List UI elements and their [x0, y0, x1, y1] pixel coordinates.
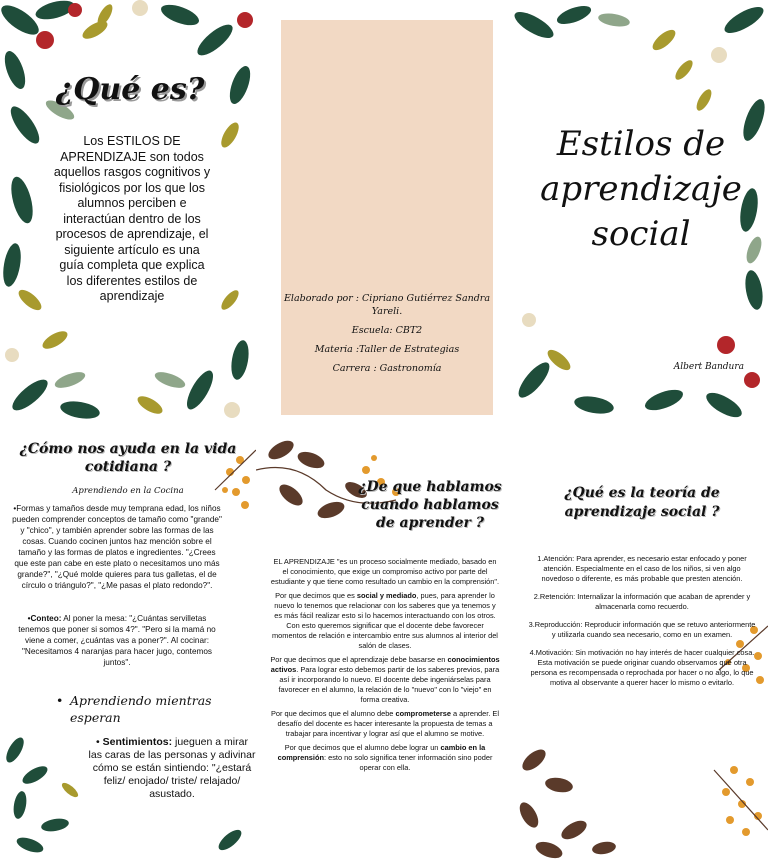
- subject-label: Materia :Taller de Estrategias: [314, 344, 460, 355]
- author-label: Elaborado por : Cipriano Gutiérrez Sandra Yareli.: [283, 293, 491, 317]
- cover-title-line3: social: [591, 214, 691, 254]
- panel-teoria: [514, 430, 768, 866]
- school-label: Escuela: CBT2: [351, 325, 423, 336]
- hablamos-title: ¿De que hablamos cuando hablamos de aprender ?: [358, 479, 502, 531]
- comprometerse-text: a aprender. El desafío del docente es hacer interesante la propuesta de temas a trabajar para incentivar y lograr así que el alumno se motive.: [277, 709, 500, 738]
- sentimientos-label: Sentimientos:: [102, 736, 173, 748]
- comprometerse-intro: Por que decimos que el alumno debe: [270, 709, 396, 718]
- vida-cotidiana-subtitle: Aprendiendo en la Cocina: [72, 486, 184, 496]
- conteo-text: Al poner la mesa: "¿Cuántas servilletas tenemos que poner si somos 4?". "Pero si la mamá no viene a comer, ¿cuántas vas a poner?". Al cocinar: "Necesitamos 4 naranjas para hacer jugo, contemos juntos".: [18, 614, 216, 667]
- sentimientos-text: jueguen a mirar las caras de las personas y adivinar cómo se están sintiendo: "¿estará feliz/ enojado/ triste/ relajado/ asustado.: [88, 736, 256, 800]
- panel-credits: [256, 0, 514, 430]
- comprometerse-paragraph: [270, 709, 500, 739]
- social-mediado-paragraph: [270, 591, 500, 651]
- conteo-label: •Conteo:: [27, 614, 62, 623]
- cover-title: [514, 122, 768, 257]
- panel-cover: [514, 0, 768, 430]
- sentimientos-paragraph: [88, 736, 256, 801]
- teoria-item-atencion: 1.Atención: Para aprender, es necesario estar enfocado y poner atención. Especialmente en el caso de los niños, si ven algo novedoso o diferente, es más probable que presten atención.: [537, 554, 747, 583]
- cover-title-line2: aprendizaje: [540, 169, 742, 209]
- teoria-item-retencion: 2.Retención: Internalizar la información que acaban de aprender y almacenarla como recuerdo.: [533, 592, 751, 611]
- teoria-item-motivacion: 4.Motivación: Sin motivación no hay interés de hacer cualquier cosa. Esta motivación se puede originar cuando observamos que otra persona es recompensada o reprochada por hacer o no algo, lo que motiva al observante a querer hacer lo mismo o evitarlo.: [529, 648, 755, 687]
- bullet-dot-icon: •: [96, 736, 103, 748]
- conocimientos-paragraph: [270, 655, 500, 705]
- social-mediado-intro: Por que decimos que es: [275, 591, 357, 600]
- teoria-list: [528, 554, 756, 688]
- social-mediado-term: social y mediado: [356, 591, 417, 600]
- career-label: Carrera : Gastronomía: [332, 363, 442, 374]
- que-es-title: ¿Qué es?: [55, 72, 205, 107]
- teoria-title: ¿Qué es la teoría de aprendizaje social ?: [564, 485, 720, 520]
- formas-paragraph: •Formas y tamaños desde muy temprana edad, los niños pueden comprender conceptos de tamaño como "grande" y "chico", y también aprender sobre las formas de las cosas. Cuando cocinen juntos haz mención sobre el tamaño y las formas de platos e ingredientes. "¿Crees que este pan cabe en este plato o necesitamos uno más grande?", "¿Qué molde quieres para tus galletas, el de círculo o triángulo?", "¿Me pasas el plato redondo?".: [12, 504, 222, 590]
- aprendiendo-bullet: [56, 692, 250, 726]
- conocimientos-intro: Por que decimos que el aprendizaje debe basarse en: [270, 655, 448, 664]
- cambio-paragraph: [270, 743, 500, 773]
- conocimientos-text: . Para lograr esto debemos partir de los saberes previos, para así ir incorporando lo nuevo. El docente debe ingeniárselas para favorecer en el alumno, la relación de lo "nuevo" con lo "viejo" en forma creativa.: [278, 665, 500, 704]
- panel-de-que-hablamos: [256, 430, 514, 866]
- cover-title-line1: Estilos de: [556, 124, 726, 164]
- bullet-dot-icon: •: [56, 693, 64, 708]
- social-mediado-text: , pues, para aprender lo nuevo lo tenemos que relacionar con los saberes que ya tenemos y es más fácil realizar esto si lo hacemos interactuando con los otros. Con esto queremos significar que el docente debe favorecer momentos de relación e intercambio entre sus alumnos al interior del salón de clases.: [272, 591, 498, 650]
- cambio-term: cambio en la comprensión: [277, 743, 486, 762]
- panel-que-es: [0, 0, 256, 430]
- vida-cotidiana-title: ¿Cómo nos ayuda en la vida cotidiana ?: [19, 441, 237, 475]
- comprometerse-term: comprometerse: [395, 709, 451, 718]
- panel-vida-cotidiana: [0, 430, 256, 866]
- conteo-paragraph: [12, 613, 222, 668]
- cambio-text: : esto no solo significa tener información sino poder operar con ella.: [323, 753, 493, 772]
- cover-credit: Albert Bandura: [673, 362, 744, 372]
- credits-block: [278, 292, 496, 375]
- cambio-intro: Por que decimos que el alumno debe lograr un: [284, 743, 441, 752]
- aprendizaje-definition: EL APRENDIZAJE "es un proceso socialmente mediado, basado en el conocimiento, que exige un compromiso activo por parte del estudiante y que tiene como resultado un cambio en la comprensión".: [270, 557, 500, 586]
- que-es-body: Los ESTILOS DE APRENDIZAJE son todos aquellos rasgos cognitivos y fisiológicos por los que los alumnos perciben e interactúan dentro de los procesos de aprendizaje, el siguiente artículo es una guía completa que explica los diferentes estilos de aprendizaje: [53, 134, 211, 303]
- aprendiendo-heading: Aprendiendo mientras esperan: [70, 693, 212, 725]
- hablamos-body: [270, 557, 500, 773]
- conocimientos-term: conocimientos activos: [270, 655, 500, 674]
- teoria-item-reproduccion: 3.Reproducción: Reproducir información que se retuvo anteriormente y utilizarla cuando sea necesario, como en un examen.: [528, 620, 756, 639]
